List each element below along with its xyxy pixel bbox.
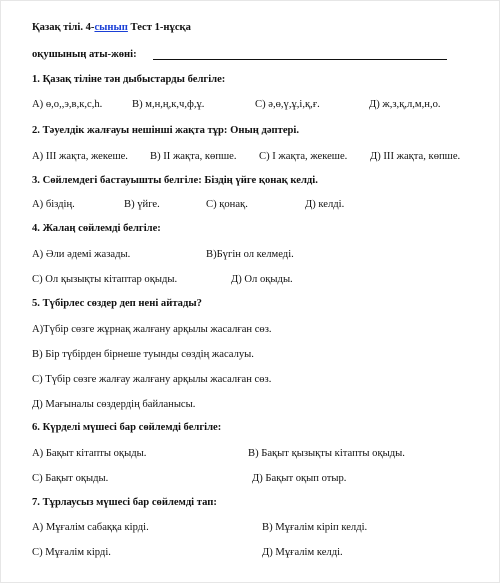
- q5-option-b[interactable]: В) Бір түбірден бірнеше туынды сөздің жасалуы.: [32, 349, 254, 360]
- q4-option-c[interactable]: С) Ол қызықты кітаптар оқыды.: [32, 274, 178, 285]
- q1-option-b[interactable]: В) м,н,ң,к,ч,ф,ұ.: [132, 99, 205, 110]
- q5-option-a[interactable]: А)Түбір сөзге жұрнақ жалғану арқылы жасалған сөз.: [32, 324, 272, 335]
- q3-option-c[interactable]: С) қонақ.: [206, 199, 248, 210]
- question-4: 4. Жалаң сөйлемді белгіле:: [32, 223, 161, 234]
- q2-option-b[interactable]: В) ІІ жақта, көпше.: [150, 151, 237, 162]
- q7-option-b[interactable]: В) Мұғалім кіріп келді.: [262, 522, 368, 533]
- title-subject: Қазақ тілі. 4-: [32, 22, 95, 33]
- q4-option-d[interactable]: Д) Ол оқыды.: [231, 274, 293, 285]
- question-6: 6. Күрделі мүшесі бар сөйлемді белгіле:: [32, 422, 222, 433]
- q3-option-a[interactable]: А) біздің.: [32, 199, 75, 210]
- q3-option-b[interactable]: В) үйге.: [124, 199, 160, 210]
- q7-option-a[interactable]: А) Мұғалім сабаққа кірді.: [32, 522, 149, 533]
- q6-option-b[interactable]: В) Бақыт қызықты кітапты оқыды.: [248, 448, 405, 459]
- q2-option-c[interactable]: С) І жақта, жекеше.: [259, 151, 348, 162]
- test-title: [32, 21, 191, 34]
- q5-option-d[interactable]: Д) Мағыналы сөздердің байланысы.: [32, 399, 196, 410]
- q2-option-a[interactable]: А) ІІІ жақта, жекеше.: [32, 151, 128, 162]
- title-grade-link[interactable]: сынып: [94, 22, 128, 33]
- question-7: 7. Тұрлаусыз мүшесі бар сөйлемді тап:: [32, 497, 217, 508]
- question-2: 2. Тәуелдік жалғауы нешінші жақта тұр: Оның дәптері.: [32, 125, 300, 136]
- q1-option-a[interactable]: А) ө,о,,э,в,к,с,һ.: [32, 99, 103, 110]
- question-1: 1. Қазақ тіліне тән дыбыстарды белгіле:: [32, 74, 226, 85]
- q6-option-c[interactable]: С) Бақыт оқыды.: [32, 473, 109, 484]
- q4-option-a[interactable]: А) Әли әдемі жазады.: [32, 249, 131, 260]
- q6-option-d[interactable]: Д) Бақыт оқып отыр.: [252, 473, 347, 484]
- q7-option-d[interactable]: Д) Мұғалім келді.: [262, 547, 343, 558]
- q7-option-c[interactable]: С) Мұғалім кірді.: [32, 547, 111, 558]
- q1-option-d[interactable]: Д) ж,з,қ,л,м,н,о.: [369, 99, 441, 110]
- student-name-label: оқушының аты-жөні:: [32, 49, 137, 60]
- q5-option-c[interactable]: С) Түбір сөзге жалғау жалғану арқылы жасалған сөз.: [32, 374, 272, 385]
- q4-option-b[interactable]: В)Бүгін ол келмеді.: [206, 249, 294, 260]
- q1-option-c[interactable]: С) ә,ө,ү,ұ,і,қ,ғ.: [255, 99, 320, 110]
- q6-option-a[interactable]: А) Бақыт кітапты оқыды.: [32, 448, 147, 459]
- q2-option-d[interactable]: Д) ІІІ жақта, көпше.: [370, 151, 461, 162]
- question-3: 3. Сөйлемдегі бастауышты белгіле: Біздің үйге қонақ келді.: [32, 175, 318, 186]
- student-name-field[interactable]: [153, 59, 447, 60]
- q3-option-d[interactable]: Д) келді.: [305, 199, 345, 210]
- title-variant: Тест 1-нұсқа: [127, 22, 191, 33]
- question-5: 5. Түбірлес сөздер деп нені айтады?: [32, 298, 202, 309]
